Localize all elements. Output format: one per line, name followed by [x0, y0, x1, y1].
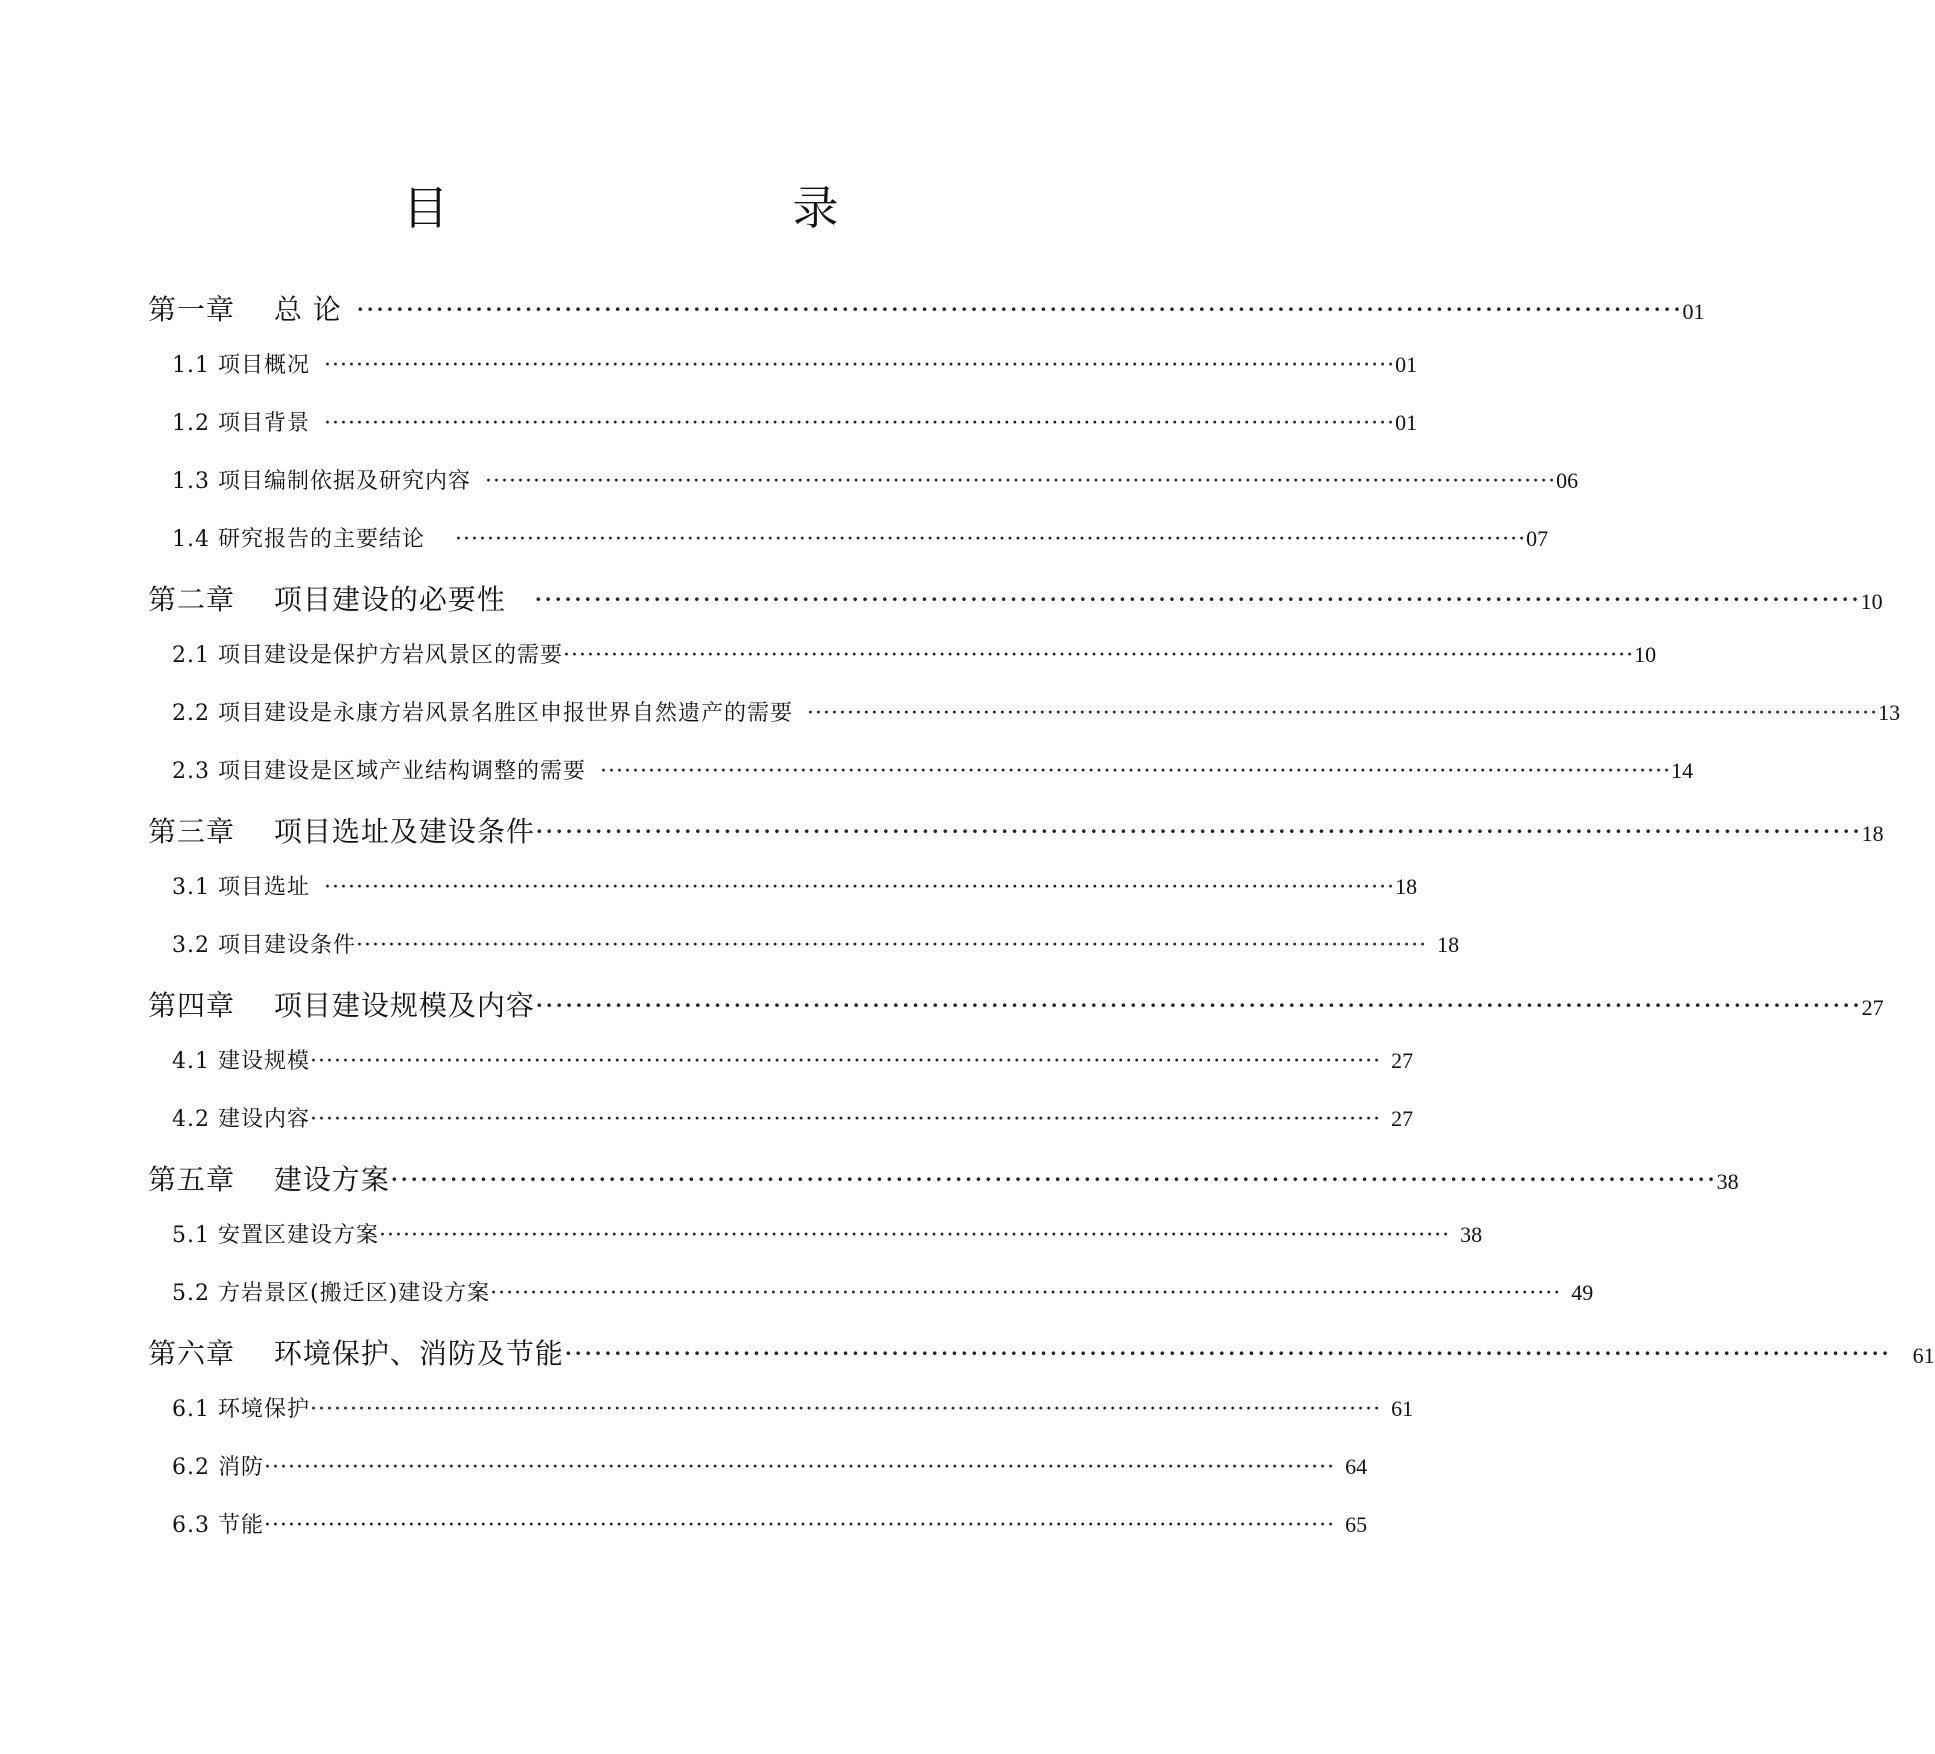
toc-page-number: 38	[1716, 1169, 1739, 1194]
toc-entry-label: 4.2 建设内容	[172, 1107, 310, 1132]
toc-leader-dots: ······································································································································	[323, 411, 1396, 436]
toc-leader-dots: ······································································································································	[309, 1397, 1382, 1422]
toc-entry-section-3-1[interactable]	[172, 870, 1418, 904]
toc-entry-section-1-2[interactable]	[172, 406, 1418, 440]
toc-entry-section-6-3[interactable]	[172, 1508, 1368, 1542]
toc-page-number: 27	[1391, 1048, 1414, 1073]
toc-entry-label: 第四章 项目建设规模及内容	[148, 989, 535, 1022]
toc-leader-dots: ······································································································································	[490, 1281, 1562, 1306]
toc-entry-label: 1.2 项目背景	[172, 411, 310, 436]
toc-entry-chapter-3[interactable]	[148, 812, 1884, 852]
toc-leader-dots: ······································································································································	[563, 1337, 1891, 1370]
toc-entry-label: 3.2 项目建设条件	[172, 933, 356, 958]
toc-entry-label: 6.2 消防	[172, 1455, 264, 1480]
toc-page-number: 38	[1460, 1222, 1483, 1247]
toc-page-number: 13	[1878, 700, 1901, 725]
toc-page-number: 61	[1391, 1396, 1414, 1421]
toc-leader-dots: ······································································································································	[378, 1223, 1451, 1248]
toc-page-number: 27	[1391, 1106, 1414, 1131]
toc-page-number: 06	[1556, 468, 1579, 493]
toc-entry-section-3-2[interactable]	[172, 928, 1460, 962]
toc-page-number: 18	[1395, 874, 1418, 899]
toc-page-number: 01	[1395, 410, 1418, 435]
toc-page-number: 27	[1861, 995, 1884, 1020]
toc-page-number: 10	[1860, 589, 1883, 614]
toc-entry-label: 6.1 环境保护	[172, 1397, 310, 1422]
toc-page-number: 18	[1861, 821, 1884, 846]
toc-page-number: 65	[1345, 1512, 1368, 1537]
toc-page-number: 01	[1395, 352, 1418, 377]
toc-entry-section-4-2[interactable]	[172, 1102, 1414, 1136]
toc-leader-dots: ······································································································································	[355, 933, 1428, 958]
toc-entry-label: 1.1 项目概况	[172, 353, 310, 378]
toc-leader-dots: ······································································································································	[323, 353, 1396, 378]
toc-leader-dots: ······································································································································	[309, 1107, 1382, 1132]
toc-entry-label: 2.2 项目建设是永康方岩风景名胜区申报世界自然遗产的需要	[172, 701, 793, 726]
toc-entry-section-1-1[interactable]	[172, 348, 1418, 382]
toc-leader-dots: ······································································································································	[806, 701, 1879, 726]
toc-entry-label: 第一章 总 论	[148, 293, 342, 326]
toc-entry-chapter-1[interactable]	[148, 290, 1705, 330]
toc-entry-label: 2.1 项目建设是保护方岩风景区的需要	[172, 643, 563, 668]
toc-leader-dots: ······································································································································	[263, 1513, 1336, 1538]
toc-entry-label: 5.1 安置区建设方案	[172, 1223, 379, 1248]
toc-leader-dots: ······································································································································	[323, 875, 1396, 900]
toc-leader-dots: ······································································································································	[533, 583, 1861, 616]
toc-entry-label: 4.1 建设规模	[172, 1049, 310, 1074]
toc-entry-section-6-1[interactable]	[172, 1392, 1414, 1426]
toc-entry-section-6-2[interactable]	[172, 1450, 1368, 1484]
toc-entry-chapter-2[interactable]	[148, 580, 1883, 620]
toc-entry-label: 3.1 项目选址	[172, 875, 310, 900]
toc-entry-section-5-1[interactable]	[172, 1218, 1483, 1252]
toc-entry-section-2-2[interactable]	[172, 696, 1901, 730]
toc-leader-dots: ······································································································································	[484, 469, 1557, 494]
toc-leader-dots: ······································································································································	[355, 293, 1683, 326]
toc-entry-label: 第二章 项目建设的必要性	[148, 583, 506, 616]
toc-page-number: 61	[1912, 1343, 1935, 1368]
page-title: 目 录	[402, 181, 923, 235]
toc-leader-dots: ······································································································································	[454, 527, 1527, 552]
toc-entry-label: 2.3 项目建设是区域产业结构调整的需要	[172, 759, 586, 784]
toc-entry-label: 5.2 方岩景区(搬迁区)建设方案	[172, 1281, 491, 1306]
toc-page-number: 64	[1345, 1454, 1368, 1479]
toc-entry-label: 1.4 研究报告的主要结论	[172, 527, 425, 552]
toc-page-number: 10	[1634, 642, 1657, 667]
toc-page-number: 14	[1671, 758, 1694, 783]
toc-entry-section-2-1[interactable]	[172, 638, 1657, 672]
toc-entry-chapter-5[interactable]	[148, 1160, 1739, 1200]
toc-entry-section-5-2[interactable]	[172, 1276, 1594, 1310]
toc-entry-chapter-4[interactable]	[148, 986, 1884, 1026]
toc-entry-label: 第六章 环境保护、消防及节能	[148, 1337, 564, 1370]
toc-leader-dots: ······································································································································	[534, 815, 1862, 848]
toc-entry-label: 第三章 项目选址及建设条件	[148, 815, 535, 848]
toc-leader-dots: ······································································································································	[309, 1049, 1382, 1074]
toc-entry-label: 第五章 建设方案	[148, 1163, 390, 1196]
toc-entry-chapter-6[interactable]	[148, 1334, 1935, 1374]
toc-entry-section-2-3[interactable]	[172, 754, 1694, 788]
toc-entry-section-1-3[interactable]	[172, 464, 1579, 498]
toc-leader-dots: ······································································································································	[562, 643, 1635, 668]
toc-entry-label: 1.3 项目编制依据及研究内容	[172, 469, 471, 494]
toc-entry-section-1-4[interactable]	[172, 522, 1549, 556]
toc-leader-dots: ······································································································································	[599, 759, 1672, 784]
toc-page-number: 18	[1437, 932, 1460, 957]
toc-page-number: 49	[1571, 1280, 1594, 1305]
toc-page-number: 07	[1526, 526, 1549, 551]
toc-leader-dots: ······································································································································	[534, 989, 1862, 1022]
toc-leader-dots: ······································································································································	[263, 1455, 1336, 1480]
toc-entry-section-4-1[interactable]	[172, 1044, 1414, 1078]
toc-entry-label: 6.3 节能	[172, 1513, 264, 1538]
toc-leader-dots: ······································································································································	[389, 1163, 1717, 1196]
toc-page-number: 01	[1682, 299, 1705, 324]
